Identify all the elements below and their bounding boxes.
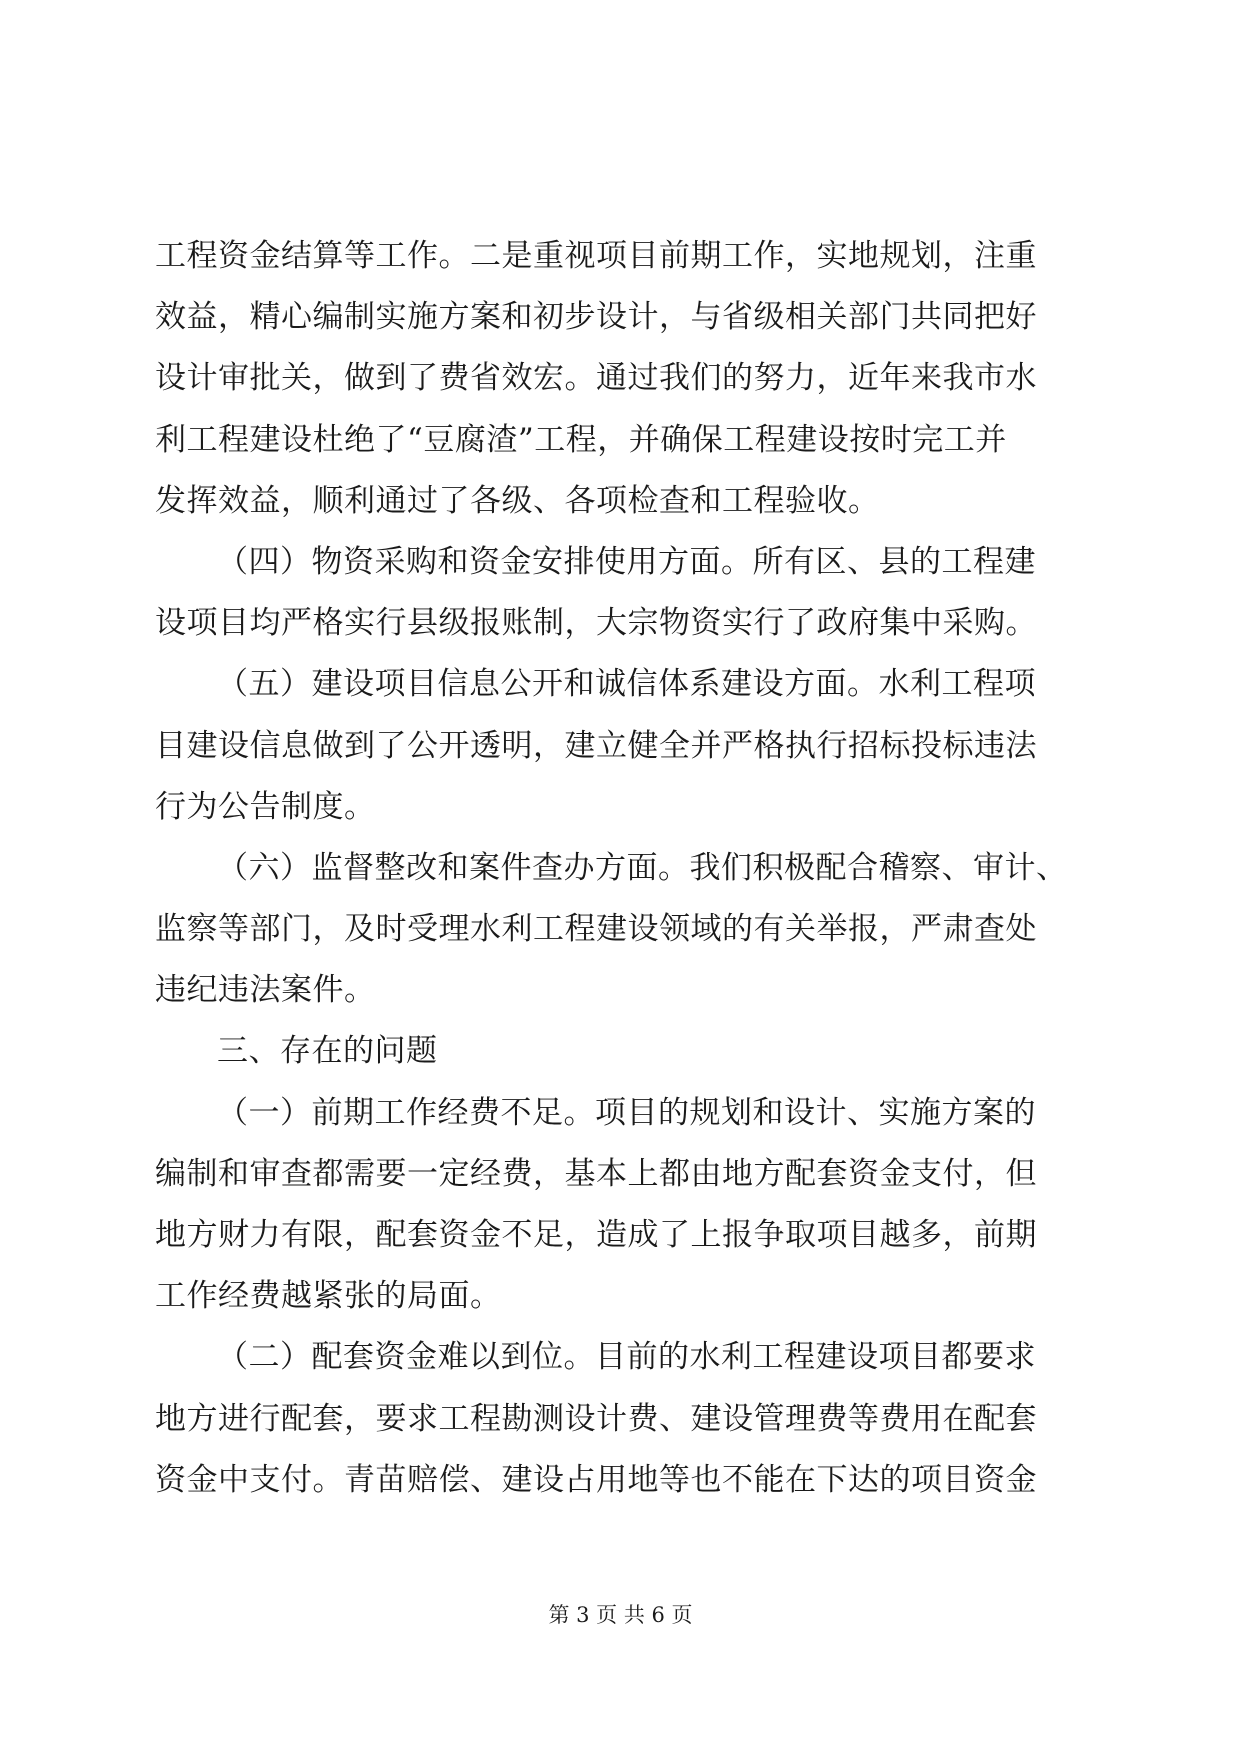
body-text-line: 违纪违法案件。 <box>155 972 376 1009</box>
body-text-line: 设项目均严格实行县级报账制，大宗物资实行了政府集中采购。 <box>155 605 1037 642</box>
document-body <box>155 226 1085 1511</box>
body-text-line: （二）配套资金难以到位。目前的水利工程建设项目都要求 <box>217 1339 1036 1376</box>
body-text-line: 目建设信息做到了公开透明，建立健全并严格执行招标投标违法 <box>155 727 1037 764</box>
body-text-line: （四）物资采购和资金安排使用方面。所有区、县的工程建 <box>217 543 1036 580</box>
body-text-line: 发挥效益，顺利通过了各级、各项检查和工程验收。 <box>155 482 880 519</box>
body-text-line: 监察等部门，及时受理水利工程建设领域的有关举报，严肃查处 <box>155 911 1037 948</box>
body-text-line: （一）前期工作经费不足。项目的规划和设计、实施方案的 <box>217 1094 1036 1131</box>
body-text-line: 工作经费越紧张的局面。 <box>155 1278 502 1315</box>
body-text-line: 设计审批关，做到了费省效宏。通过我们的努力，近年来我市水 <box>155 360 1037 397</box>
body-text-line: 工程资金结算等工作。二是重视项目前期工作，实地规划，注重 <box>155 238 1037 274</box>
page-number-footer: 第 3 页 共 6 页 <box>548 1603 693 1627</box>
body-text-line: 编制和审查都需要一定经费，基本上都由地方配套资金支付，但 <box>155 1155 1037 1192</box>
body-text-line: （五）建设项目信息公开和诚信体系建设方面。水利工程项 <box>217 666 1036 703</box>
body-text-line: 行为公告制度。 <box>155 788 376 825</box>
body-text-line: 地方进行配套，要求工程勘测设计费、建设管理费等费用在配套 <box>155 1400 1037 1437</box>
body-text-line: （六）监督整改和案件查办方面。我们积极配合稽察、审计、 <box>217 849 1068 886</box>
body-text-line: 三、存在的问题 <box>217 1033 438 1070</box>
body-text-line: 利工程建设杜绝了“豆腐渣”工程，并确保工程建设按时完工并 <box>155 421 1007 458</box>
body-text-line: 资金中支付。青苗赔偿、建设占用地等也不能在下达的项目资金 <box>155 1461 1037 1498</box>
body-text-line: 地方财力有限，配套资金不足，造成了上报争取项目越多，前期 <box>155 1217 1037 1253</box>
body-text-line: 效益，精心编制实施方案和初步设计，与省级相关部门共同把好 <box>155 299 1037 336</box>
